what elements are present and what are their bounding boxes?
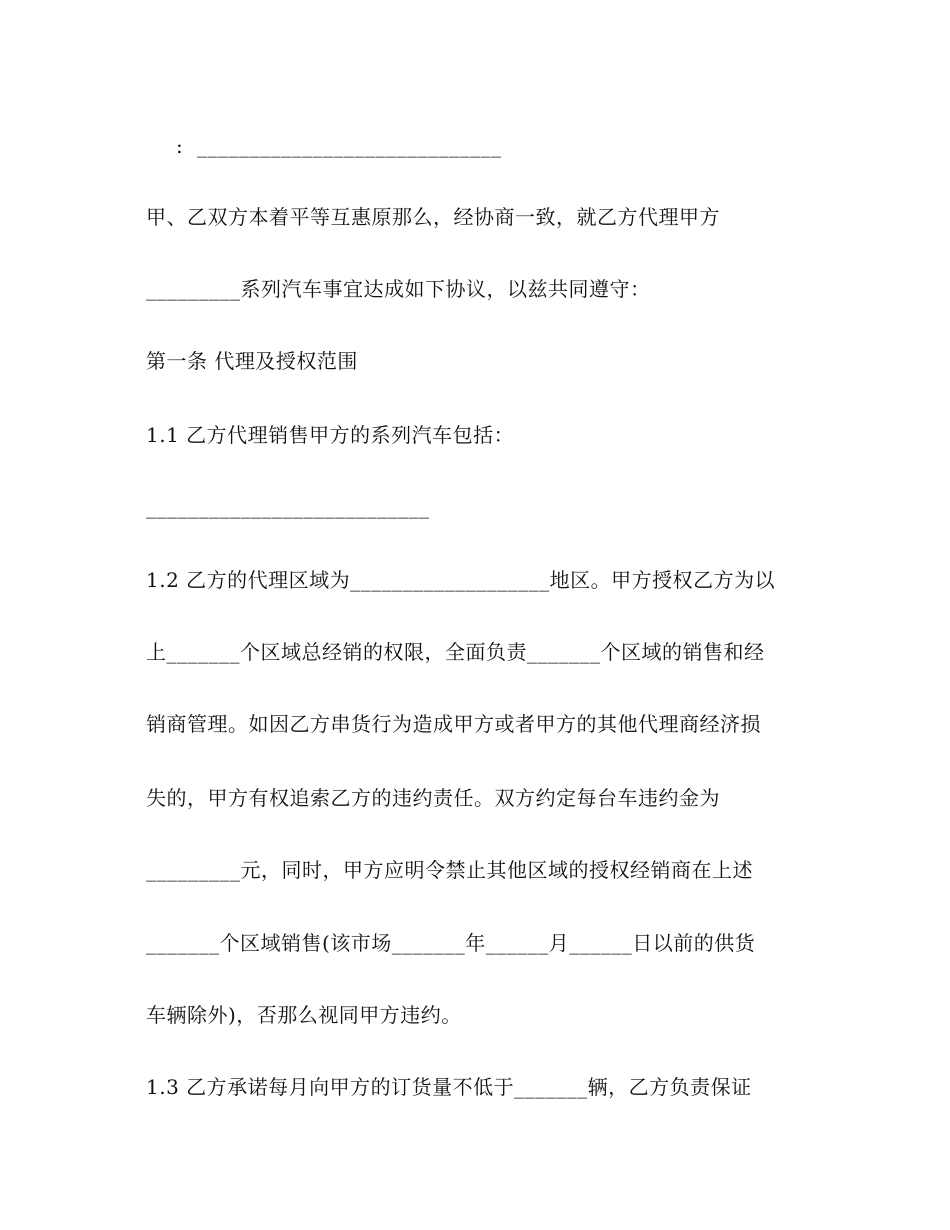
clause-1-2-line-7: 车辆除外)，否那么视同甲方违约。 [146,1003,462,1027]
clause-1-2-line-1: 1.2 乙方的代理区域为___________________地区。甲方授权乙方为以 [146,568,776,592]
clause-1-2-line-2: 上_______个区域总经销的权限，全面负责_______个区域的销售和经 [146,640,765,664]
article-1-heading: 第一条 代理及授权范围 [146,349,358,373]
clause-1-2-line-5: _________元，同时，甲方应明令禁止其他区域的授权经销商在上述 [146,858,753,882]
clause-1-2-line-3: 销商管理。如因乙方串货行为造成甲方或者甲方的其他代理商经济损 [146,712,761,736]
preamble-line-2: _________系列汽车事宜达成如下协议，以兹共同遵守： [146,277,651,301]
clause-1-3-line-1: 1.3 乙方承诺每月向甲方的订货量不低于_______辆，乙方负责保证 [146,1075,752,1099]
preamble-line-1: 甲、乙双方本着平等互惠原那么，经协商一致，就乙方代理甲方 [146,205,720,229]
clause-1-1: 1.1 乙方代理销售甲方的系列汽车包括： [146,423,515,447]
header-blank-line: : _____________________________ [176,134,502,158]
clause-1-2-line-4: 失的，甲方有权追索乙方的违约责任。双方约定每台车违约金为 [146,786,720,810]
clause-1-1-blank: ___________________________ [146,495,430,519]
clause-1-2-line-6: _______个区域销售(该市场_______年______月______日以前的供货 [146,931,756,955]
